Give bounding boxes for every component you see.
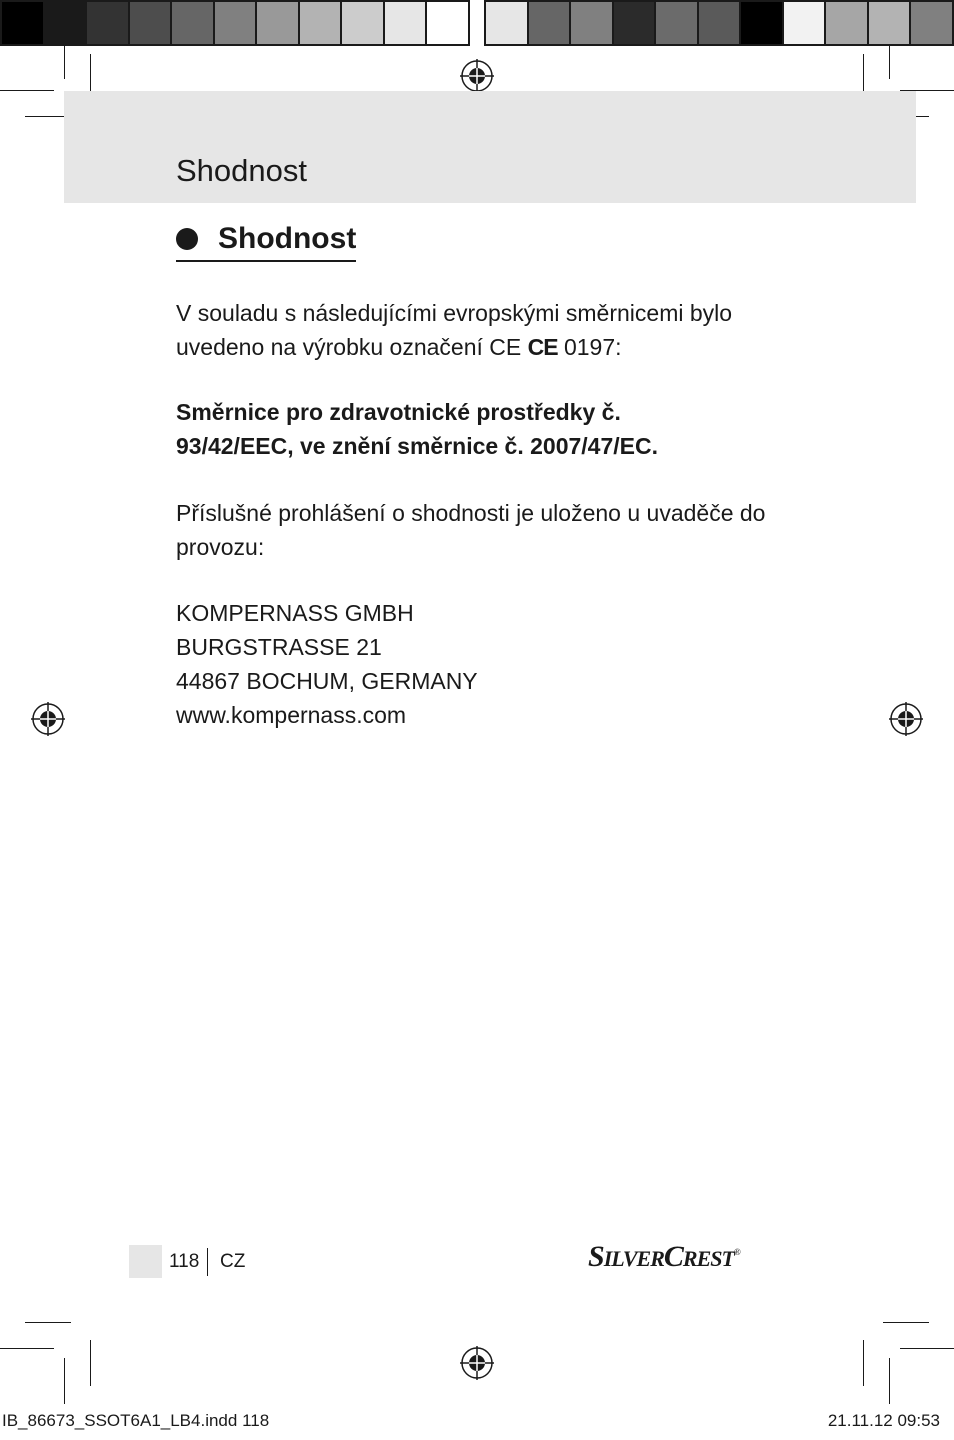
page-number-box — [129, 1245, 162, 1278]
color-swatch — [427, 2, 468, 44]
color-swatch — [826, 2, 869, 44]
crop-mark — [900, 1348, 954, 1349]
intro-text: V souladu s následujícími evropskými směrnicemi bylo uvedeno na výrobku označení CE — [176, 300, 733, 360]
declaration-paragraph: Příslušné prohlášení o shodnosti je uloženo u uvaděče do provozu: — [176, 500, 766, 560]
crop-mark — [863, 1340, 864, 1386]
color-swatch — [911, 2, 952, 44]
crop-mark — [25, 1322, 71, 1323]
color-swatch — [215, 2, 258, 44]
crop-mark — [883, 1322, 929, 1323]
color-bar-right — [484, 0, 954, 46]
intro-paragraph — [176, 296, 796, 364]
color-swatch — [87, 2, 130, 44]
color-swatch — [257, 2, 300, 44]
crop-mark — [0, 1348, 54, 1349]
ce-mark: CE — [527, 334, 558, 360]
color-swatch — [342, 2, 385, 44]
color-swatch — [699, 2, 742, 44]
crop-mark — [0, 90, 54, 91]
page-number: 118 — [169, 1251, 200, 1272]
directive-line: 93/42/EEC, ve znění směrnice č. 2007/47/EC. — [176, 433, 659, 459]
registration-mark-icon — [31, 702, 65, 736]
page-language: CZ — [220, 1251, 246, 1272]
color-swatch — [385, 2, 428, 44]
color-swatch — [869, 2, 912, 44]
color-swatch — [656, 2, 699, 44]
footer-divider — [207, 1248, 208, 1276]
bullet-icon — [176, 228, 198, 250]
brand-logo: SILVERCREST® — [588, 1240, 740, 1273]
slug-filename: IB_86673_SSOT6A1_LB4.indd 118 — [2, 1411, 270, 1430]
address-city: 44867 BOCHUM, GERMANY — [176, 668, 478, 694]
color-swatch — [172, 2, 215, 44]
color-swatch — [571, 2, 614, 44]
color-swatch — [529, 2, 572, 44]
crop-mark — [90, 1340, 91, 1386]
color-swatch — [741, 2, 784, 44]
address-street: BURGSTRASSE 21 — [176, 634, 382, 660]
crop-mark — [889, 46, 890, 79]
crop-mark — [889, 1358, 890, 1404]
color-swatch — [45, 2, 88, 44]
color-swatch — [784, 2, 827, 44]
slug-datetime: 21.11.12 09:53 — [827, 1411, 940, 1430]
registration-mark-icon — [889, 702, 923, 736]
registration-mark-icon — [460, 59, 494, 93]
color-swatch — [2, 2, 45, 44]
color-swatch — [614, 2, 657, 44]
section-heading-text: Shodnost — [218, 222, 357, 255]
ce-number: 0197: — [563, 334, 622, 360]
section-heading — [176, 222, 356, 262]
registration-mark-icon — [460, 1346, 494, 1380]
directive-line: Směrnice pro zdravotnické prostředky č. — [176, 399, 621, 425]
color-swatch — [130, 2, 173, 44]
color-swatch — [486, 2, 529, 44]
address-company: KOMPERNASS GMBH — [176, 600, 414, 626]
address-web: www.kompernass.com — [176, 702, 407, 728]
crop-mark — [64, 1358, 65, 1404]
crop-mark — [64, 46, 65, 79]
directive-paragraph — [176, 395, 816, 463]
color-bar-left — [0, 0, 470, 46]
page-title: Shodnost — [176, 153, 307, 188]
color-swatch — [300, 2, 343, 44]
manufacturer-address — [176, 596, 796, 732]
